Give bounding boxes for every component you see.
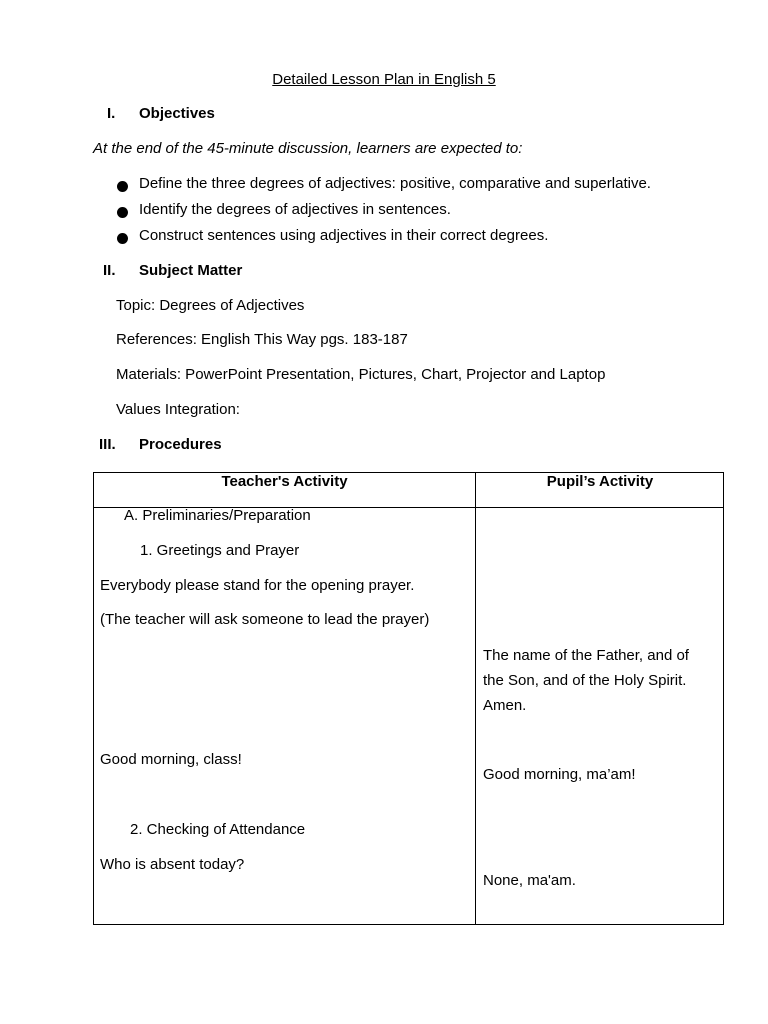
procedures-number: III. [99, 436, 116, 453]
pupil-prayer-line: The name of the Father, and of [483, 647, 689, 664]
attendance-heading: 2. Checking of Attendance [130, 821, 306, 838]
references-line: References: English This Way pgs. 183-187 [116, 331, 408, 348]
pupil-attendance-answer: None, ma'am. [483, 872, 576, 889]
subject-matter-heading: Subject Matter [139, 262, 243, 279]
bullet-icon [117, 207, 128, 218]
pupil-prayer-line: Amen. [483, 697, 527, 714]
procedures-heading: Procedures [139, 436, 222, 453]
topic-line: Topic: Degrees of Adjectives [116, 297, 305, 314]
teacher-activity-header: Teacher's Activity [221, 473, 348, 490]
objectives-heading: Objectives [139, 105, 215, 122]
table-column-divider [475, 473, 476, 924]
bullet-icon [117, 181, 128, 192]
pupil-activity-header: Pupil’s Activity [546, 473, 654, 490]
lead-prayer-note: (The teacher will ask someone to lead the prayer) [100, 611, 430, 628]
opening-prayer-instruction: Everybody please stand for the opening prayer. [100, 577, 415, 594]
objectives-number: I. [107, 105, 116, 122]
absent-question: Who is absent today? [100, 856, 245, 873]
preliminaries-heading: A. Preliminaries/Preparation [124, 507, 311, 524]
pupil-prayer-line: the Son, and of the Holy Spirit. [483, 672, 687, 689]
pupil-greeting: Good morning, ma’am! [483, 766, 636, 783]
bullet-icon [117, 233, 128, 244]
materials-line: Materials: PowerPoint Presentation, Pictures, Chart, Projector and Laptop [116, 366, 606, 383]
values-line: Values Integration: [116, 401, 240, 418]
objective-item: Define the three degrees of adjectives: positive, comparative and superlative. [139, 175, 651, 192]
teacher-greeting: Good morning, class! [100, 751, 242, 768]
greetings-heading: 1. Greetings and Prayer [140, 542, 300, 559]
objective-item: Identify the degrees of adjectives in sentences. [139, 201, 451, 218]
objectives-intro: At the end of the 45-minute discussion, learners are expected to: [93, 140, 523, 157]
objective-item: Construct sentences using adjectives in their correct degrees. [139, 227, 549, 244]
document-title: Detailed Lesson Plan in English 5 [272, 71, 496, 88]
subject-matter-number: II. [103, 262, 116, 279]
procedures-table [93, 472, 724, 925]
